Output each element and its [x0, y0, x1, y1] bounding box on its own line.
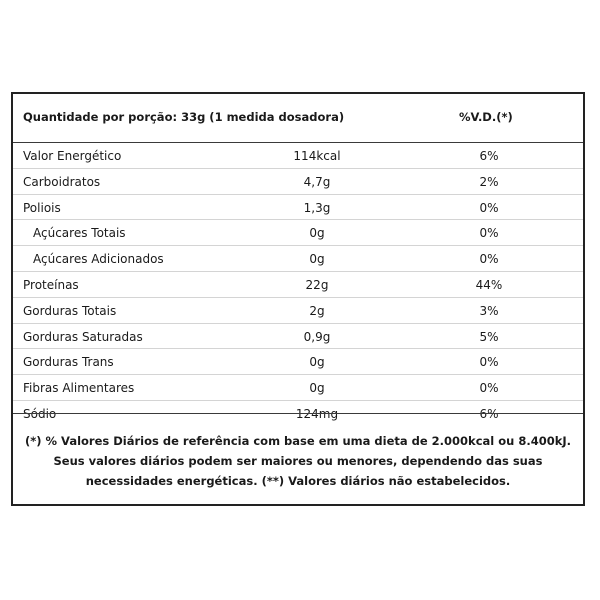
nutrient-row-energy [13, 143, 583, 169]
nutrient-name: Gorduras Totais [23, 303, 117, 318]
nutrient-name: Açúcares Totais [33, 226, 126, 241]
nutrient-name: Gorduras Trans [23, 355, 114, 370]
nutrient-amount: 0g [309, 355, 325, 370]
nutrient-row-saturated-fat [13, 324, 583, 350]
nutrient-daily-value: 0% [479, 381, 499, 396]
portion-size-label: Quantidade por porção: 33g (1 medida dosadora) [23, 110, 345, 124]
nutrient-row-dietary-fiber [13, 375, 583, 401]
nutrient-row-total-fat [13, 298, 583, 324]
nutrient-amount: 22g [305, 277, 329, 292]
nutrient-name: Fibras Alimentares [23, 381, 135, 396]
nutrient-daily-value: 0% [479, 200, 499, 215]
nutrient-daily-value: 44% [475, 277, 503, 292]
table-divider [13, 413, 583, 414]
nutrient-name: Carboidratos [23, 174, 101, 189]
nutrient-daily-value: 3% [479, 303, 499, 318]
daily-value-header: %V.D.(*) [459, 110, 513, 124]
nutrient-amount: 2g [309, 303, 325, 318]
nutrient-name: Sódio [23, 406, 57, 421]
table-header [13, 94, 583, 143]
nutrient-rows [13, 143, 583, 426]
nutrient-row-proteins [13, 272, 583, 298]
nutrient-row-trans-fat [13, 349, 583, 375]
nutrient-amount: 1,3g [303, 200, 331, 215]
nutrient-amount: 4,7g [303, 174, 331, 189]
nutrient-amount: 124mg [295, 406, 339, 421]
nutrient-daily-value: 0% [479, 355, 499, 370]
nutrient-amount: 0g [309, 252, 325, 267]
nutrient-amount: 0,9g [303, 329, 331, 344]
nutrient-row-carbohydrates [13, 169, 583, 195]
nutrient-name: Valor Energético [23, 149, 122, 163]
nutrient-name: Açúcares Adicionados [33, 252, 164, 267]
footnote-line: necessidades energéticas. (**) Valores diários não estabelecidos. [85, 474, 511, 488]
nutrient-amount: 114kcal [293, 149, 341, 163]
nutrient-amount: 0g [309, 381, 325, 396]
nutrient-daily-value: 6% [479, 406, 499, 421]
nutrient-daily-value: 6% [479, 149, 499, 163]
nutrient-daily-value: 2% [479, 174, 499, 189]
nutrient-name: Proteínas [23, 277, 79, 292]
nutrient-row-polyols [13, 195, 583, 221]
footnote-line: Seus valores diários podem ser maiores ou menores, dependendo das suas [53, 454, 543, 468]
nutrient-daily-value: 5% [479, 329, 499, 344]
nutrient-row-total-sugars [13, 220, 583, 246]
nutrient-row-added-sugars [13, 246, 583, 272]
nutrient-daily-value: 0% [479, 252, 499, 267]
nutrient-daily-value: 0% [479, 226, 499, 241]
footnote [13, 431, 583, 491]
nutrient-amount: 0g [309, 226, 325, 241]
footnote-line: (*) % Valores Diários de referência com base em uma dieta de 2.000kcal ou 8.400kJ. [25, 434, 571, 448]
nutrient-name: Poliois [23, 200, 61, 215]
nutrient-name: Gorduras Saturadas [23, 329, 143, 344]
nutrition-facts-table [11, 92, 585, 506]
